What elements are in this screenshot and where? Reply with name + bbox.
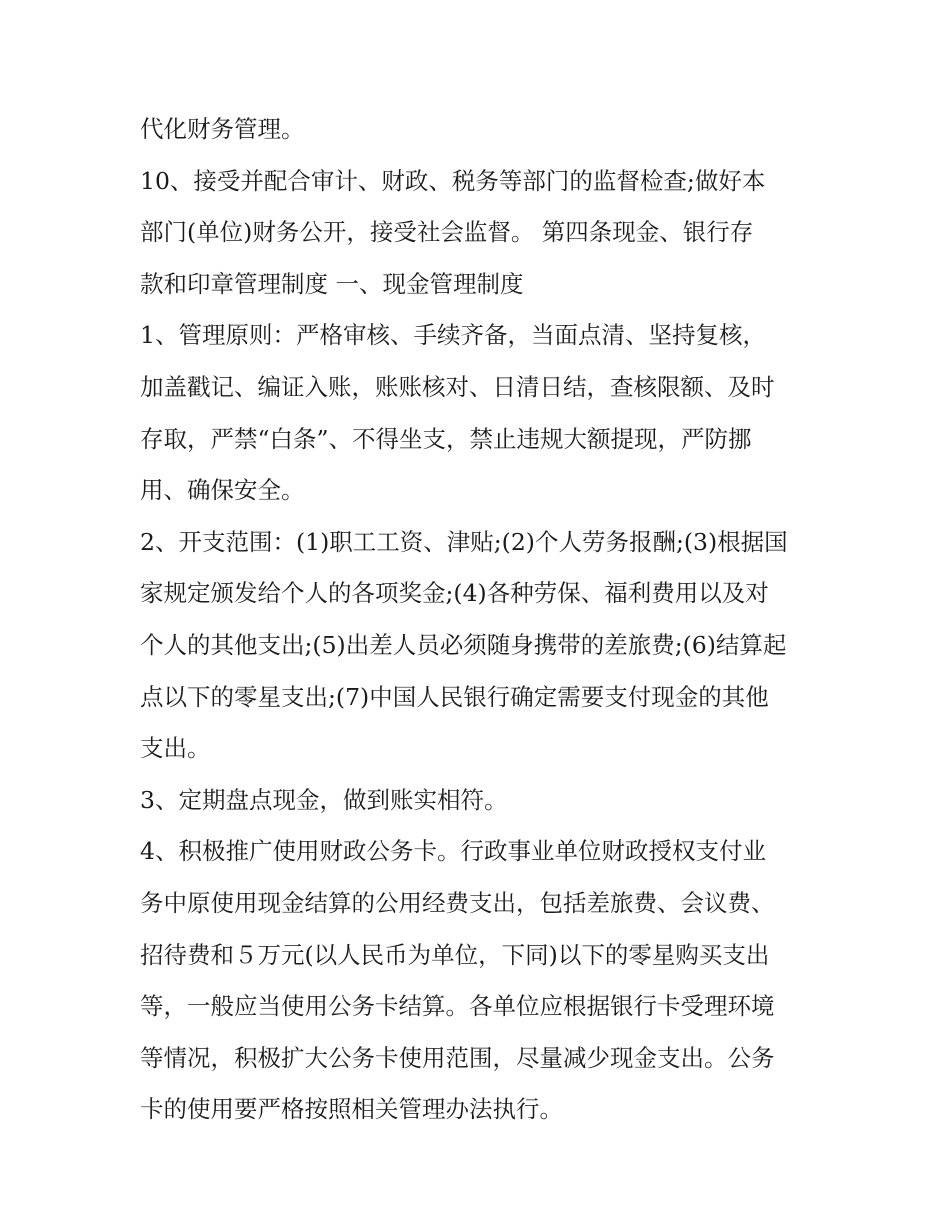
text-line: 等情况，积极扩大公务卡使用范围，尽量减少现金支出。公务: [140, 1043, 775, 1072]
text-line: 2、开支范围：(1)职工工资、津贴;(2)个人劳务报酬;(3)根据国: [140, 527, 788, 556]
text-line: 务中原使用现金结算的公用经费支出，包括差旅费、会议费、: [140, 888, 775, 917]
text-line: 用、确保安全。: [140, 476, 305, 505]
text-line: 招待费和５万元(以人民币为单位，下同)以下的零星购买支出: [140, 940, 770, 969]
text-line: 存取，严禁“白条”、不得坐支，禁止违规大额提现，严防挪: [140, 424, 752, 453]
text-line: 家规定颁发给个人的各项奖金;(4)各种劳保、福利费用以及对: [140, 579, 769, 608]
text-line: 款和印章管理制度 一、现金管理制度: [140, 269, 524, 298]
text-line: 部门(单位)财务公开，接受社会监督。 第四条现金、银行存: [140, 218, 754, 247]
text-line: 卡的使用要严格按照相关管理办法执行。: [140, 1095, 563, 1124]
text-line: 4、积极推广使用财政公务卡。行政事业单位财政授权支付业: [140, 837, 766, 866]
text-line: 10、接受并配合审计、财政、税务等部门的监督检查;做好本: [140, 166, 766, 195]
text-line: 代化财务管理。: [140, 115, 305, 143]
text-line: 个人的其他支出;(5)出差人员必须随身携带的差旅费;(6)结算起: [140, 630, 787, 659]
text-line: 点以下的零星支出;(7)中国人民银行确定需要支付现金的其他: [140, 682, 769, 711]
document-body: [140, 104, 820, 1136]
text-line: 加盖戳记、编证入账，账账核对、日清日结，查核限额、及时: [140, 372, 775, 401]
text-line: 等，一般应当使用公务卡结算。各单位应根据银行卡受理环境: [140, 992, 775, 1021]
text-line: 支出。: [140, 734, 211, 763]
text-line: 3、定期盘点现金，做到账实相符。: [140, 785, 508, 814]
text-line: 1、管理原则：严格审核、手续齐备，当面点清、坚持复核，: [140, 321, 766, 350]
